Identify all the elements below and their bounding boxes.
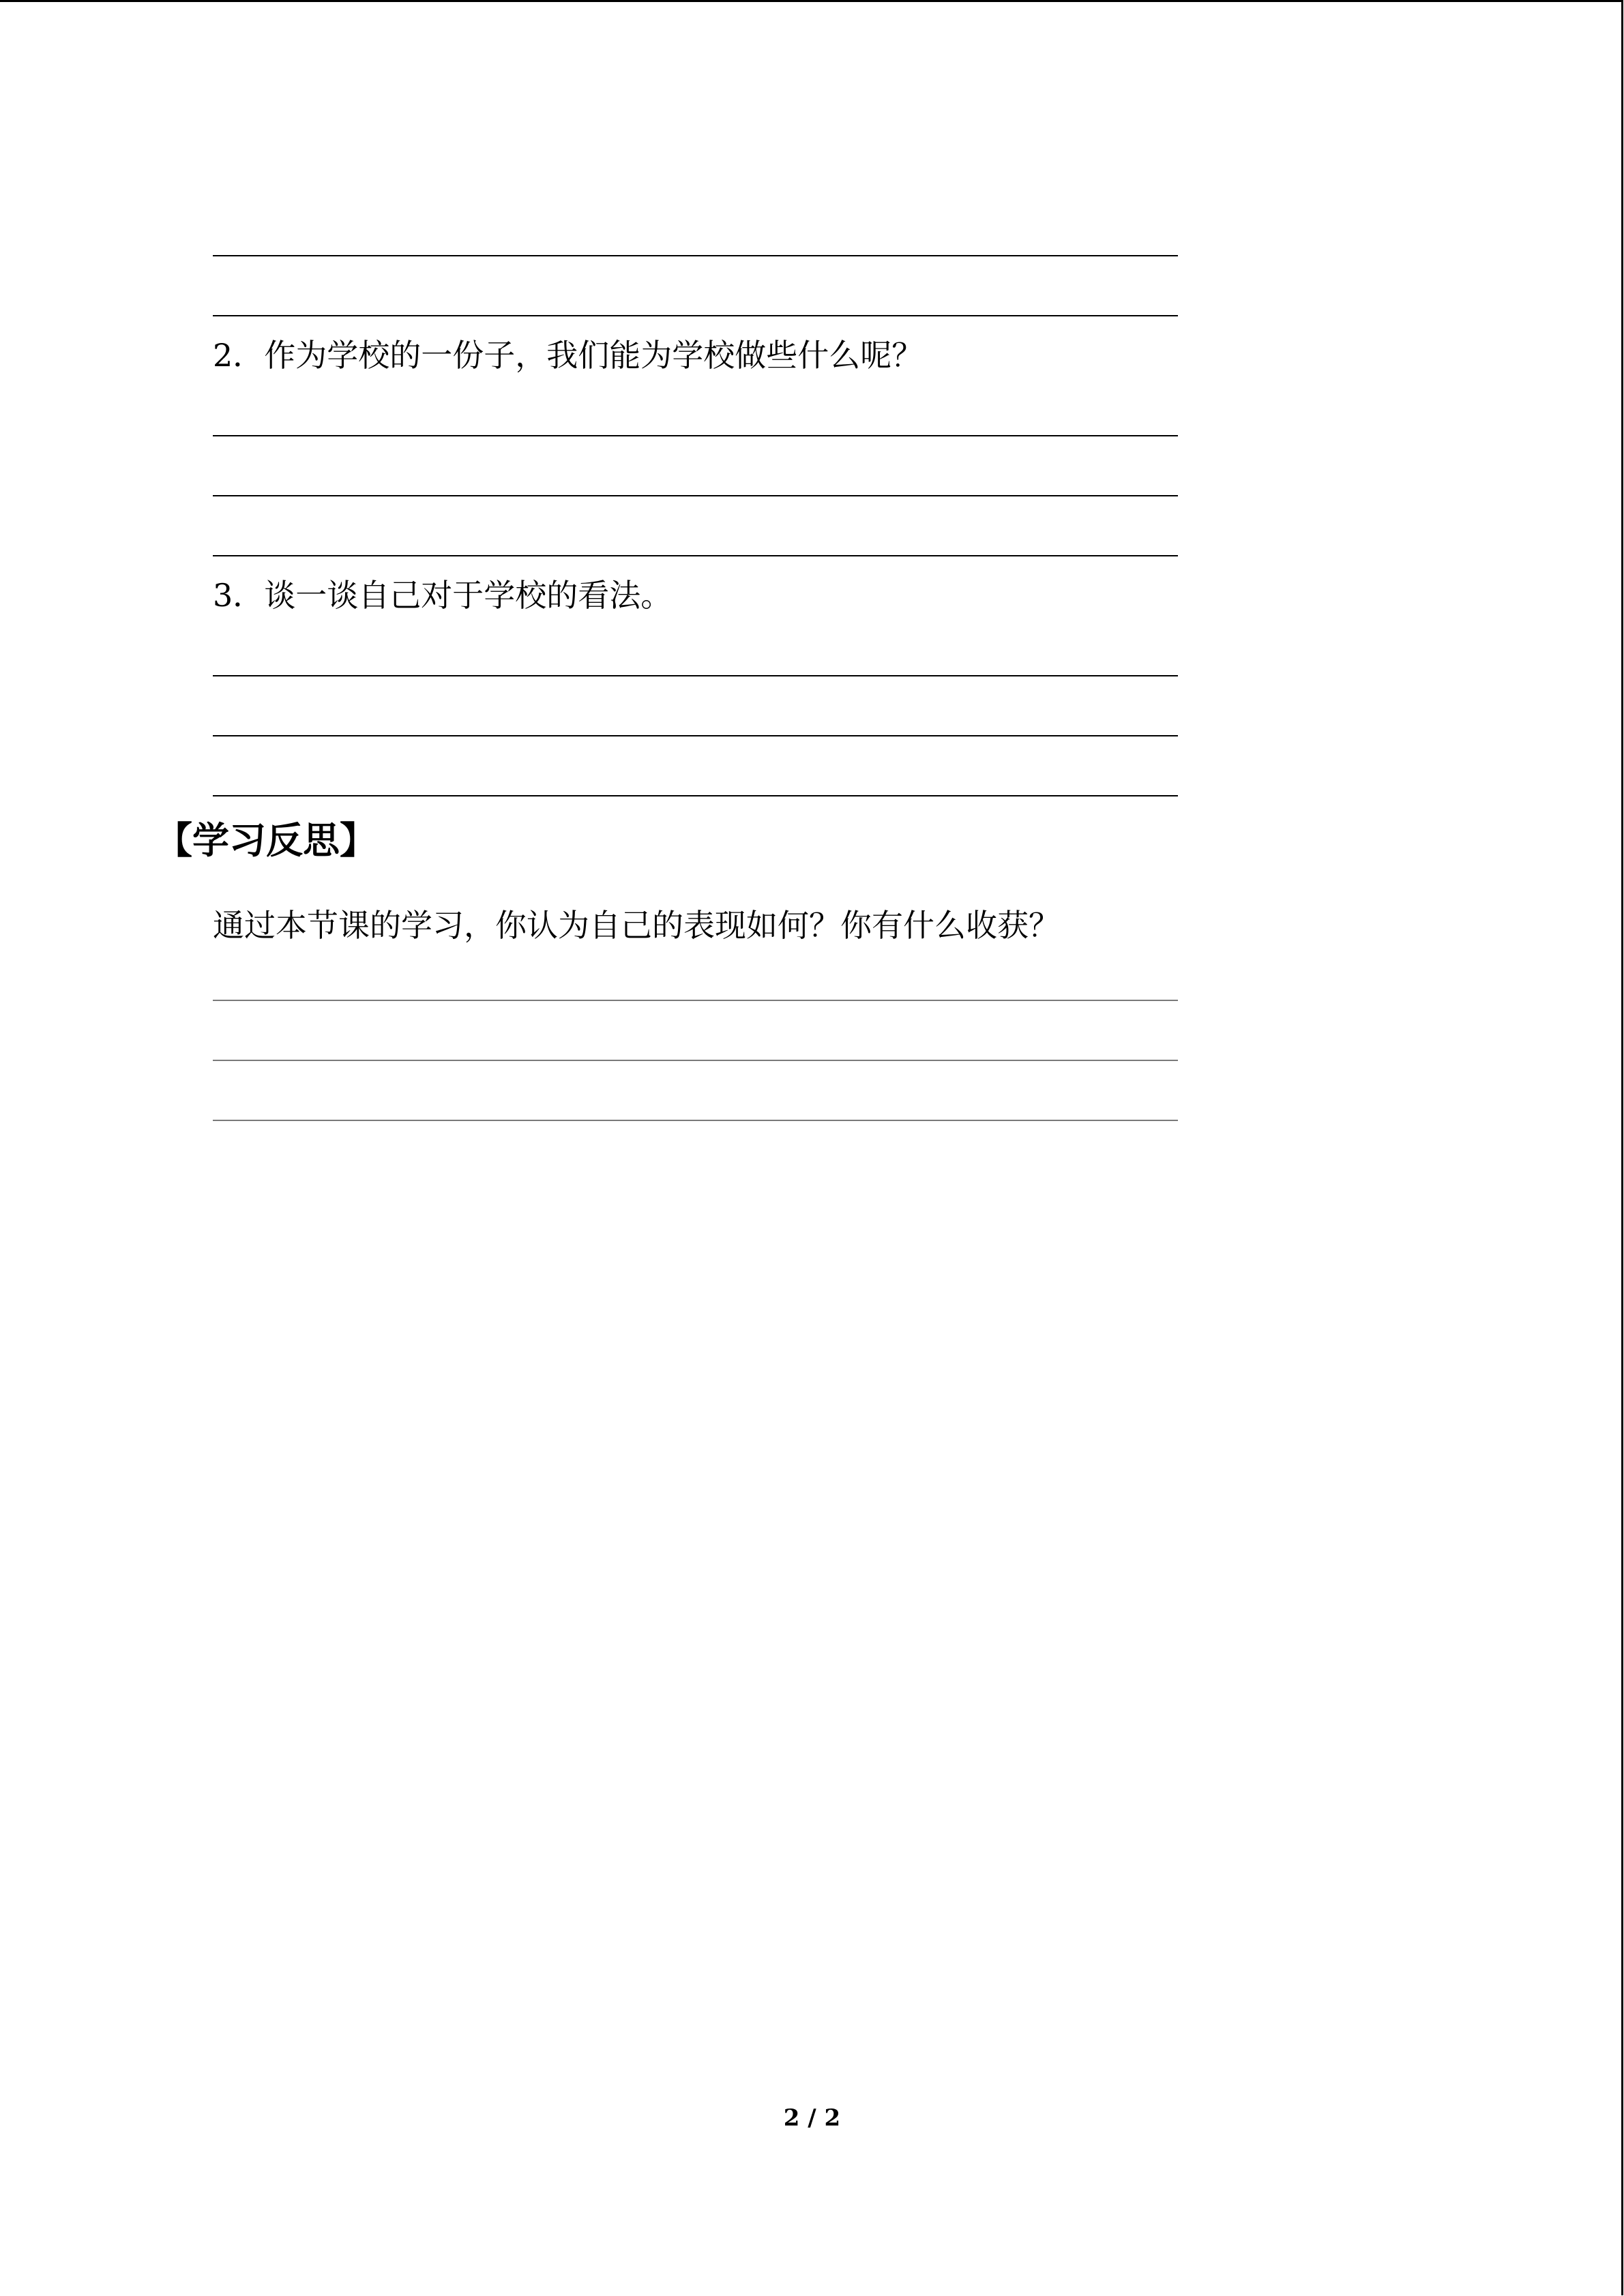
reflection-prompt: 通过本节课的学习，你认为自己的表现如何？你有什么收获？ <box>213 907 1060 944</box>
answer-line[interactable] <box>213 435 1178 436</box>
answer-line[interactable] <box>213 495 1178 496</box>
answer-line[interactable] <box>213 675 1178 676</box>
question-3: 3．谈一谈自己对于学校的看法。 <box>213 577 673 614</box>
answer-line[interactable] <box>213 255 1178 256</box>
answer-line[interactable] <box>213 315 1178 316</box>
question-2: 2．作为学校的一份子，我们能为学校做些什么呢？ <box>213 337 924 374</box>
page-number: 2 / 2 <box>783 2104 841 2132</box>
answer-line[interactable] <box>213 1060 1178 1061</box>
reflection-heading: 【学习反思】 <box>156 818 377 862</box>
answer-line[interactable] <box>213 735 1178 736</box>
answer-line[interactable] <box>213 555 1178 556</box>
answer-line[interactable] <box>213 1120 1178 1121</box>
answer-line[interactable] <box>213 795 1178 796</box>
answer-line[interactable] <box>213 1000 1178 1001</box>
